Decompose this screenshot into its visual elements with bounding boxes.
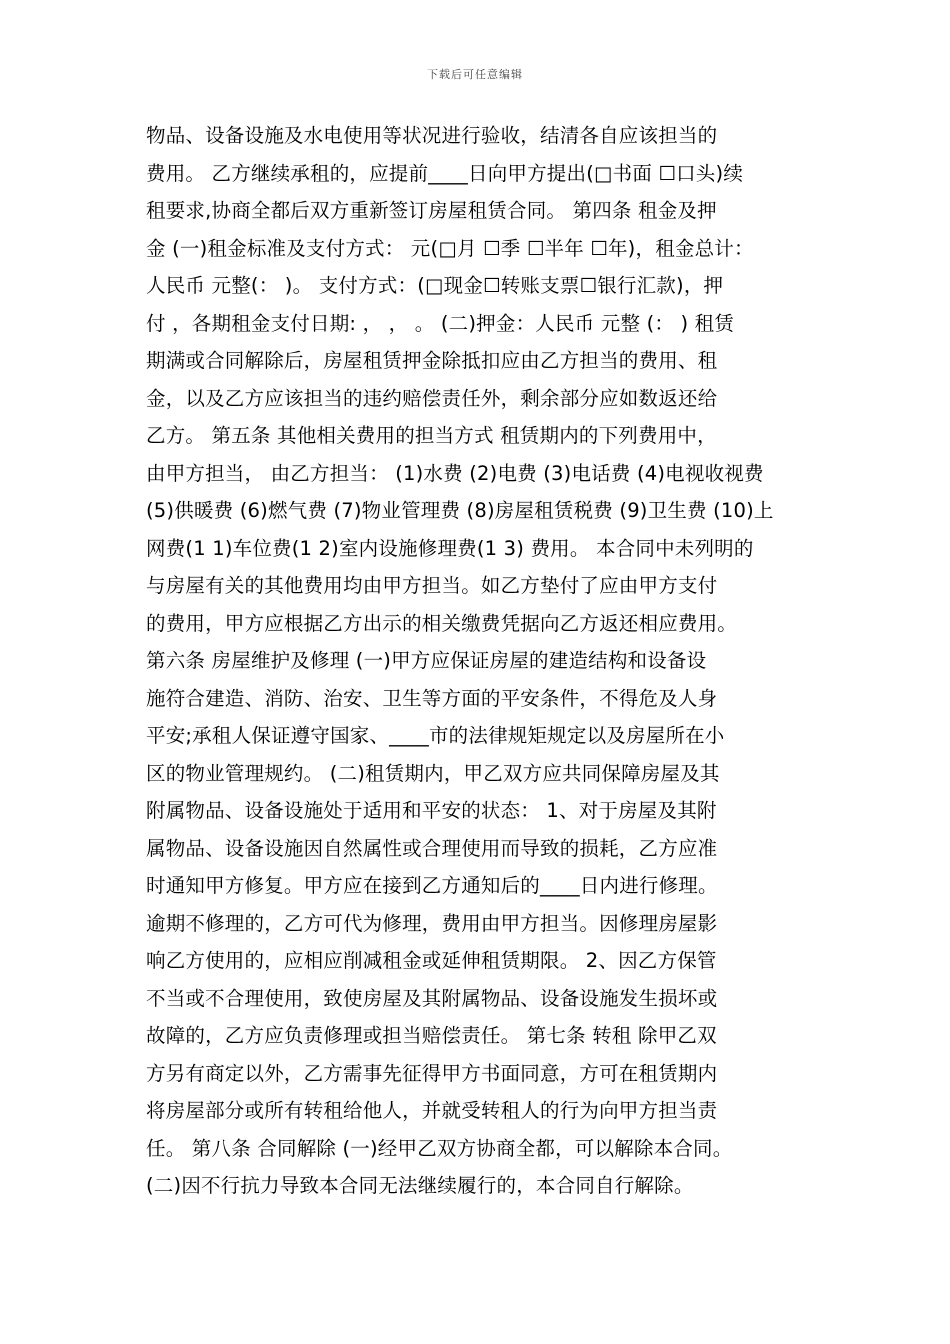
text-line: 付 ，各期租金支付日期: ， ， 。 (二)押金：人民币 元整 (： ) 租赁 xyxy=(146,311,735,335)
text-line: 方另有商定以外，乙方需事先征得甲方书面同意，方可在租赁期内 xyxy=(146,1061,718,1085)
text-line: 将房屋部分或所有转租给他人，并就受转租人的行为向甲方担当责 xyxy=(146,1099,718,1122)
text-line: 人民币 元整(： )。 支付方式：(□现金☐转账支票☐银行汇款)，押 xyxy=(146,274,724,297)
text-line: 属物品、设备设施因自然属性或合理使用而导致的损耗，乙方应准 xyxy=(146,836,718,860)
text-line: 网费(1 1)车位费(1 2)室内设施修理费(1 3) 费用。 本合同中未列明的 xyxy=(146,536,754,560)
text-line: 费用。 乙方继续承租的，应提前____日向甲方提出(□书面 ☐口头)续 xyxy=(146,161,744,185)
text-line: (二)因不行抗力导致本合同无法继续履行的，本合同自行解除。 xyxy=(146,1174,694,1197)
text-line: 期满或合同解除后，房屋租赁押金除抵扣应由乙方担当的费用、租 xyxy=(146,349,718,372)
text-line: 与房屋有关的其他费用均由甲方担当。如乙方垫付了应由甲方支付 xyxy=(146,574,718,597)
text-line: 区的物业管理规约。 (二)租赁期内，甲乙双方应共同保障房屋及其 xyxy=(146,761,720,785)
text-line: 施符合建造、消防、治安、卫生等方面的平安条件，不得危及人身 xyxy=(146,686,718,710)
text-line: 金，以及乙方应该担当的违约赔偿责任外，剩余部分应如数返还给 xyxy=(146,386,718,410)
text-line: 物品、设备设施及水电使用等状况进行验收，结清各自应该担当的 xyxy=(146,124,718,147)
text-line: 由甲方担当， 由乙方担当： (1)水费 (2)电费 (3)电话费 (4)电视收视费 xyxy=(146,461,764,485)
text-line: 附属物品、设备设施处于适用和平安的状态： 1、对于房屋及其附 xyxy=(146,799,717,822)
text-line: 平安;承租人保证遵守国家、____市的法律规矩规定以及房屋所在小 xyxy=(146,724,725,747)
text-line: 任。 第八条 合同解除 (一)经甲乙双方协商全都，可以解除本合同。 xyxy=(146,1136,733,1160)
page-header: 下载后可任意编辑 xyxy=(427,68,523,81)
text-line: 不当或不合理使用，致使房屋及其附属物品、设备设施发生损坏或 xyxy=(146,986,718,1010)
text-line: (5)供暖费 (6)燃气费 (7)物业管理费 (8)房屋租赁税费 (9)卫生费 (10)上 xyxy=(146,499,774,522)
text-line: 故障的，乙方应负责修理或担当赔偿责任。 第七条 转租 除甲乙双 xyxy=(146,1024,717,1047)
text-line: 逾期不修理的，乙方可代为修理，费用由甲方担当。因修理房屋影 xyxy=(146,911,718,935)
text-line: 的费用，甲方应根据乙方出示的相关缴费凭据向乙方返还相应费用。 xyxy=(146,611,738,635)
text-line: 第六条 房屋维护及修理 (一)甲方应保证房屋的建造结构和设备设 xyxy=(146,649,707,672)
text-line: 金 (一)租金标准及支付方式： 元(□月 ☐季 ☐半年 ☐年)，租金总计： xyxy=(146,236,754,260)
text-line: 响乙方使用的，应相应削减租金或延伸租赁期限。 2、因乙方保管 xyxy=(146,949,717,972)
text-line: 乙方。 第五条 其他相关费用的担当方式 租赁期内的下列费用中， xyxy=(146,424,717,447)
text-line: 租要求,协商全都后双方重新签订房屋租赁合同。 第四条 租金及押 xyxy=(146,199,717,222)
document-body xyxy=(146,117,826,1205)
text-line: 时通知甲方修复。甲方应在接到乙方通知后的____日内进行修理。 xyxy=(146,874,718,897)
